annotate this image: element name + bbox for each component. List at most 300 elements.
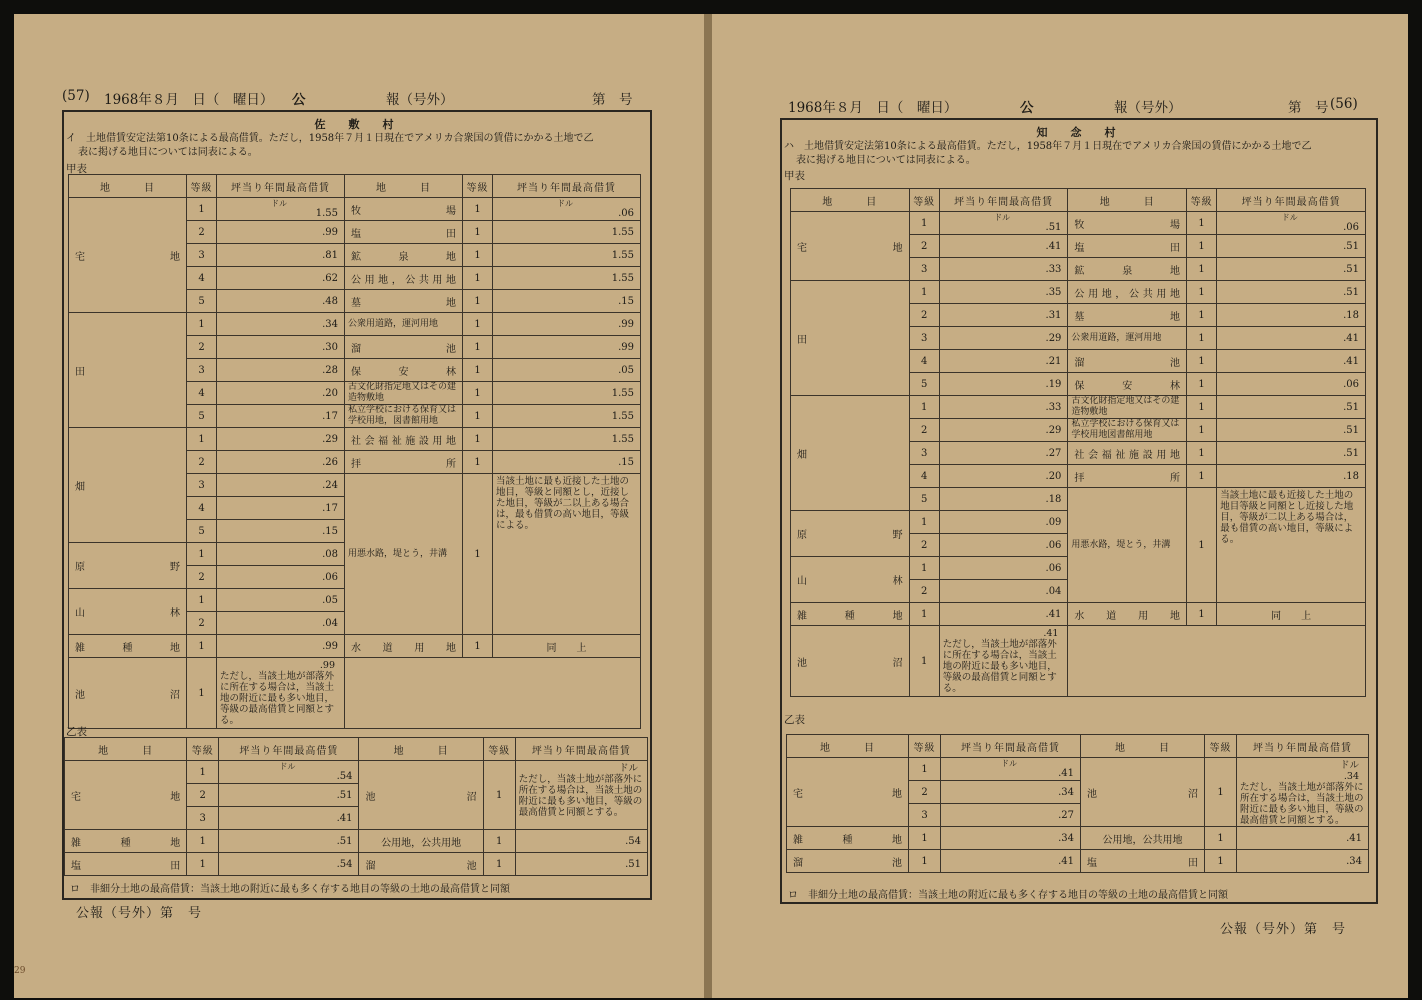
grade: 1 <box>1187 488 1217 603</box>
rent-value <box>1217 235 1366 258</box>
table-row <box>787 850 1369 873</box>
rent-value <box>217 543 345 566</box>
grade: 2 <box>909 580 939 603</box>
right-frame <box>780 118 1378 904</box>
land-name: 保 安 林 <box>345 359 463 382</box>
header-report: 報（号外） <box>1114 100 1182 116</box>
rent-value: .34 <box>1237 850 1369 873</box>
grade: 4 <box>187 267 217 290</box>
grade: 1 <box>463 198 493 221</box>
grade: 1 <box>483 830 515 853</box>
grade: 1 <box>463 474 493 635</box>
grade: 1 <box>909 511 939 534</box>
rent-number: .05 <box>322 594 338 606</box>
rent-number: .51 <box>1343 447 1359 459</box>
unit-label: ドル <box>1281 212 1298 222</box>
land-name: 拝 所 <box>345 451 463 474</box>
rent-number: .24 <box>322 479 338 491</box>
land-name: 私立学校における保育又は学校用地図書館用地 <box>1068 419 1187 442</box>
rent-value <box>493 198 641 221</box>
right-page <box>712 14 1408 998</box>
land-name: 雑 種 地 <box>791 603 910 626</box>
rent-value <box>217 359 345 382</box>
grade: 1 <box>483 853 515 876</box>
rent-value <box>939 419 1068 442</box>
table-row <box>787 827 1369 850</box>
grade: 1 <box>1187 304 1217 327</box>
land-name: 雑 種 地 <box>65 830 187 853</box>
col-header-grade: 等級 <box>909 189 939 212</box>
intro-line-1: ハ 土地借賃安定法第10条による最高借賃。ただし，1958年７月１日現在でアメリカ合衆国の賃借にかかる土地で乙 <box>784 141 1312 152</box>
land-name: 宅 地 <box>787 758 909 827</box>
grade: 1 <box>187 853 219 876</box>
rent-value <box>939 511 1068 534</box>
land-name: 池 沼 <box>1081 758 1205 827</box>
grade: 1 <box>463 635 493 658</box>
rent-value <box>217 474 345 497</box>
grade: 1 <box>463 221 493 244</box>
rent-number: .05 <box>618 364 634 376</box>
rent-value <box>1217 258 1366 281</box>
grade: 2 <box>909 534 939 557</box>
page-number: (57) <box>62 88 90 104</box>
grade: 2 <box>187 612 217 635</box>
col-header-land: 地 目 <box>791 189 910 212</box>
grade: 1 <box>463 244 493 267</box>
rent-value <box>939 488 1068 511</box>
rent-value <box>493 336 641 359</box>
grade: 4 <box>909 350 939 373</box>
rent-value: .34 <box>1343 771 1359 782</box>
rent-value <box>1217 442 1366 465</box>
rent-value <box>493 313 641 336</box>
col-header-rent: 坪当り年間最高借賃 <box>219 738 359 761</box>
rent-value <box>217 221 345 244</box>
grade: 1 <box>187 658 217 729</box>
rent-value <box>941 804 1081 827</box>
page-number: (56) <box>1330 96 1358 112</box>
table-b <box>786 734 1369 873</box>
grade: 3 <box>909 327 939 350</box>
rent-number: .21 <box>1045 355 1062 367</box>
grade: 1 <box>1187 212 1217 235</box>
rent-value <box>217 405 345 428</box>
grade: 1 <box>187 635 217 658</box>
land-name: 雑 種 地 <box>69 635 187 658</box>
grade: 5 <box>187 290 217 313</box>
grade: 2 <box>187 451 217 474</box>
rent-note: 同 上 <box>1217 603 1366 626</box>
col-header-rent: 坪当り年間最高借賃 <box>941 735 1081 758</box>
rent-value <box>217 428 345 451</box>
rent-number: .35 <box>1045 286 1062 298</box>
rent-value: .99 <box>319 660 335 671</box>
grade: 1 <box>909 626 939 697</box>
rent-value <box>939 603 1068 626</box>
rent-number: .06 <box>1343 378 1359 390</box>
grade: 4 <box>187 382 217 405</box>
table-row <box>69 313 641 336</box>
rent-value <box>217 520 345 543</box>
col-header-land-right: 地 目 <box>1068 189 1187 212</box>
rent-value <box>219 853 359 876</box>
unit-label: ドル <box>1339 760 1359 771</box>
empty-cell <box>345 658 641 729</box>
grade: 1 <box>463 382 493 405</box>
land-name: 拝 所 <box>1068 465 1187 488</box>
rent-number: .06 <box>1343 221 1359 233</box>
grade: 3 <box>909 442 939 465</box>
grade: 2 <box>909 781 941 804</box>
rent-value <box>939 212 1068 235</box>
rent-number: .06 <box>1045 539 1062 551</box>
rent-value <box>493 359 641 382</box>
col-header-grade: 等級 <box>187 175 217 198</box>
grade: 5 <box>187 405 217 428</box>
grade: 3 <box>187 359 217 382</box>
land-name: 畑 <box>69 428 187 543</box>
rent-number: .41 <box>1343 332 1359 344</box>
land-name: 私立学校における保育又は学校用地，図書館用地 <box>345 405 463 428</box>
land-name: 公衆用道路，運河用地 <box>345 313 463 336</box>
grade: 1 <box>909 281 939 304</box>
rent-value <box>1217 373 1366 396</box>
rent-note: 同 上 <box>493 635 641 658</box>
rent-value <box>493 221 641 244</box>
rent-number: .81 <box>322 249 338 261</box>
rent-number: .29 <box>322 433 338 445</box>
col-header-rent-right: 坪当り年間最高借賃 <box>493 175 641 198</box>
rent-value <box>939 235 1068 258</box>
land-name: 公衆用道路，運河用地 <box>1068 327 1187 350</box>
col-header-grade-right: 等級 <box>483 738 515 761</box>
rent-value <box>939 304 1068 327</box>
rent-note: 当該土地に最も近接した土地の地目，等級と同額とし，近接した地目，等級が二以上ある場合は，最も借賃の高い地目，等級による。 <box>493 474 641 635</box>
grade: 1 <box>463 267 493 290</box>
land-name: 溜 池 <box>359 853 483 876</box>
grade: 1 <box>1187 281 1217 304</box>
rent-number: .20 <box>1045 470 1062 482</box>
grade: 1 <box>909 396 939 419</box>
rent-number: .18 <box>1045 493 1062 505</box>
rent-number: .31 <box>1045 309 1062 321</box>
table-a <box>68 174 641 729</box>
land-name: 公用地，公共用地 <box>359 830 483 853</box>
header-pub: 公 <box>1020 100 1034 116</box>
col-header-land: 地 目 <box>65 738 187 761</box>
rent-number: .33 <box>1045 401 1062 413</box>
rent-value <box>217 336 345 359</box>
rent-number: .34 <box>1058 786 1074 798</box>
rent-number: .29 <box>1045 332 1062 344</box>
rent-value <box>217 497 345 520</box>
grade: 2 <box>187 221 217 244</box>
land-name: 水 道 用 地 <box>1068 603 1187 626</box>
rent-value <box>493 405 641 428</box>
rent-value <box>217 267 345 290</box>
grade: 2 <box>187 784 219 807</box>
rent-number: 1.55 <box>611 433 634 445</box>
note-text: ただし，当該土地が部落外に所在する場合は，当該土地の附近に最も多い地目，等級の最高借賃と同額とする。 <box>518 774 643 818</box>
rent-number: .15 <box>618 456 634 468</box>
rent-number: .18 <box>1343 470 1359 482</box>
land-name: 宅 地 <box>791 212 910 281</box>
rent-value <box>217 290 345 313</box>
grade: 5 <box>909 373 939 396</box>
header-issue: 第 号 <box>592 92 633 108</box>
rent-value <box>939 327 1068 350</box>
table-row <box>65 761 648 784</box>
land-name: 公用地，公共用地 <box>1068 281 1187 304</box>
header-report: 報（号外） <box>386 92 454 108</box>
col-header-grade-right: 等級 <box>1187 189 1217 212</box>
col-header-rent: 坪当り年間最高借賃 <box>217 175 345 198</box>
rent-note <box>1237 758 1369 827</box>
col-header-rent-right: 坪当り年間最高借賃 <box>1237 735 1369 758</box>
land-name: 塩 田 <box>1068 235 1187 258</box>
rent-number: .15 <box>322 525 338 537</box>
rent-number: .51 <box>336 789 353 801</box>
intro-text <box>784 140 1374 168</box>
rent-value <box>217 244 345 267</box>
rent-value <box>1217 327 1366 350</box>
grade: 3 <box>187 244 217 267</box>
col-header-rent: 坪当り年間最高借賃 <box>939 189 1068 212</box>
intro-line-2: 表に掲げる地目については同表による。 <box>78 147 258 158</box>
rent-number: .04 <box>322 617 338 629</box>
col-header-grade-right: 等級 <box>463 175 493 198</box>
land-name: 溜 池 <box>1068 350 1187 373</box>
rent-number: .20 <box>322 387 338 399</box>
grade: 4 <box>909 465 939 488</box>
table-row <box>69 428 641 451</box>
table-b-label: 乙表 <box>784 714 805 726</box>
grade: 1 <box>187 761 219 784</box>
grade: 1 <box>1205 850 1237 873</box>
rent-number: .51 <box>1343 286 1359 298</box>
rent-value <box>219 784 359 807</box>
intro-line-1: イ 土地借賃安定法第10条による最高借賃。ただし，1958年７月１日現在でアメリカ合衆国の賃借にかかる土地で乙 <box>66 133 594 144</box>
grade: 3 <box>187 474 217 497</box>
unit-label: ドル <box>271 198 287 208</box>
col-header-land-right: 地 目 <box>1081 735 1205 758</box>
grade: 1 <box>187 198 217 221</box>
land-name: 牧 場 <box>345 198 463 221</box>
land-name: 池 沼 <box>791 626 910 697</box>
table-b <box>64 737 648 876</box>
land-name: 田 <box>791 281 910 396</box>
land-name: 山 林 <box>69 589 187 635</box>
unit-label: ドル <box>1001 758 1017 768</box>
land-name: 塩 田 <box>65 853 187 876</box>
rent-value <box>493 290 641 313</box>
village-title: 佐 敷 村 <box>314 118 400 131</box>
rent-number: .26 <box>322 456 338 468</box>
rent-value <box>217 612 345 635</box>
rent-value <box>1217 419 1366 442</box>
rent-value <box>941 827 1081 850</box>
rent-number: .51 <box>1343 240 1359 252</box>
grade: 1 <box>1187 258 1217 281</box>
grade: 1 <box>909 212 939 235</box>
rent-value <box>941 781 1081 804</box>
rent-value <box>493 428 641 451</box>
grade: 3 <box>187 807 219 830</box>
rent-number: .17 <box>322 502 338 514</box>
grade: 1 <box>1187 350 1217 373</box>
rent-number: .51 <box>1045 221 1062 233</box>
rent-value <box>217 451 345 474</box>
grade: 1 <box>463 290 493 313</box>
land-name: 畑 <box>791 396 910 511</box>
table-a <box>790 188 1366 697</box>
rent-number: .28 <box>322 364 338 376</box>
grade: 2 <box>909 304 939 327</box>
rent-value <box>941 850 1081 873</box>
rent-value <box>493 382 641 405</box>
rent-number: .04 <box>1045 585 1062 597</box>
rent-number: .41 <box>1045 240 1062 252</box>
rent-value <box>939 350 1068 373</box>
land-name: 墓 地 <box>1068 304 1187 327</box>
rent-number: .41 <box>1343 355 1359 367</box>
land-name: 池 沼 <box>69 658 187 729</box>
grade: 1 <box>463 359 493 382</box>
rent-value: .54 <box>515 830 647 853</box>
rent-value <box>941 758 1081 781</box>
grade: 1 <box>187 830 219 853</box>
note-text: ただし，当該土地が部落外に所在する場合は，当該土地の附近に最も多い地目，等級の最高借賃と同額とする。 <box>220 671 335 726</box>
rent-value <box>219 807 359 830</box>
land-name: 水 道 用 地 <box>345 635 463 658</box>
unit-label: ドル <box>279 761 296 771</box>
intro-line-2: 表に掲げる地目については同表による。 <box>796 155 976 166</box>
left-page <box>14 14 706 998</box>
land-name: 塩 田 <box>1081 850 1205 873</box>
col-header-grade: 等級 <box>187 738 219 761</box>
empty-cell <box>1068 626 1366 697</box>
header-pub: 公 <box>292 92 306 108</box>
grade: 1 <box>463 451 493 474</box>
page-footer: 公報（号外）第 号 <box>76 906 203 921</box>
header-issue: 第 号 <box>1288 100 1329 116</box>
rent-number: .99 <box>618 341 634 353</box>
rent-value <box>493 267 641 290</box>
grade: 1 <box>187 543 217 566</box>
grade: 1 <box>1187 442 1217 465</box>
grade: 1 <box>463 336 493 359</box>
rent-number: .54 <box>336 858 353 870</box>
rent-number: .19 <box>1045 378 1062 390</box>
land-name: 牧 場 <box>1068 212 1187 235</box>
rent-value <box>939 281 1068 304</box>
grade: 1 <box>187 428 217 451</box>
grade: 1 <box>463 313 493 336</box>
grade: 1 <box>1187 396 1217 419</box>
col-header-land-right: 地 目 <box>345 175 463 198</box>
grade: 1 <box>1205 827 1237 850</box>
rent-number: .41 <box>1045 608 1062 620</box>
rent-number: .09 <box>1045 516 1062 528</box>
table-row <box>791 212 1366 235</box>
header-row <box>65 738 648 761</box>
rent-value <box>939 580 1068 603</box>
unit-label: ドル <box>557 198 573 208</box>
grade: 1 <box>1205 758 1237 827</box>
grade: 1 <box>1187 327 1217 350</box>
col-header-rent-right: 坪当り年間最高借賃 <box>515 738 647 761</box>
table-row <box>787 758 1369 781</box>
land-name: 墓 地 <box>345 290 463 313</box>
rent-number: .27 <box>1045 447 1062 459</box>
village-title: 知 念 村 <box>1036 126 1122 139</box>
grade: 1 <box>909 850 941 873</box>
table-row <box>69 198 641 221</box>
grade: 2 <box>909 419 939 442</box>
grade: 1 <box>463 428 493 451</box>
rent-value <box>217 635 345 658</box>
grade: 4 <box>187 497 217 520</box>
table-row <box>791 396 1366 419</box>
col-header-rent-right: 坪当り年間最高借賃 <box>1217 189 1366 212</box>
rent-number: .27 <box>1058 809 1074 821</box>
unit-label: ドル <box>994 212 1011 222</box>
rent-value <box>217 313 345 336</box>
rent-number: .34 <box>1058 832 1074 844</box>
table-row <box>791 626 1366 697</box>
col-header-grade: 等級 <box>909 735 941 758</box>
land-name: 公用地，公共用地 <box>345 267 463 290</box>
land-name: 雑 種 地 <box>787 827 909 850</box>
col-header-grade-right: 等級 <box>1205 735 1237 758</box>
rent-value: .41 <box>1237 827 1369 850</box>
rent-value <box>1217 465 1366 488</box>
header-row <box>787 735 1369 758</box>
rent-number: .51 <box>1343 263 1359 275</box>
rent-number: .62 <box>322 272 338 284</box>
rent-value <box>1217 350 1366 373</box>
grade: 3 <box>909 804 941 827</box>
land-name: 用悪水路，堤とう，井溝 <box>345 474 463 635</box>
rent-number: .34 <box>322 318 338 330</box>
rent-value <box>939 396 1068 419</box>
rent-value <box>939 258 1068 281</box>
rent-value <box>939 442 1068 465</box>
rent-number: .51 <box>336 835 353 847</box>
table-row <box>791 281 1366 304</box>
rent-number: .54 <box>336 770 353 782</box>
grade: 1 <box>1187 373 1217 396</box>
rent-value: .41 <box>1043 628 1059 639</box>
land-name: 保 安 林 <box>1068 373 1187 396</box>
rent-number: .41 <box>1058 767 1074 779</box>
header-date: 1968年８月 日（ 曜日） <box>104 92 274 108</box>
land-name: 宅 地 <box>65 761 187 830</box>
land-name: 塩 田 <box>345 221 463 244</box>
grade: 1 <box>909 758 941 781</box>
rent-number: .51 <box>1343 424 1359 436</box>
land-name: 古文化財指定地又はその建造物敷地 <box>1068 396 1187 419</box>
rent-number: 1.55 <box>611 410 634 422</box>
grade: 2 <box>187 566 217 589</box>
rent-number: .33 <box>1045 263 1062 275</box>
table-a-label: 甲表 <box>784 170 805 182</box>
header-row <box>69 175 641 198</box>
grade: 5 <box>187 520 217 543</box>
grade: 1 <box>1187 419 1217 442</box>
rent-value <box>939 557 1068 580</box>
land-name: 原 野 <box>791 511 910 557</box>
